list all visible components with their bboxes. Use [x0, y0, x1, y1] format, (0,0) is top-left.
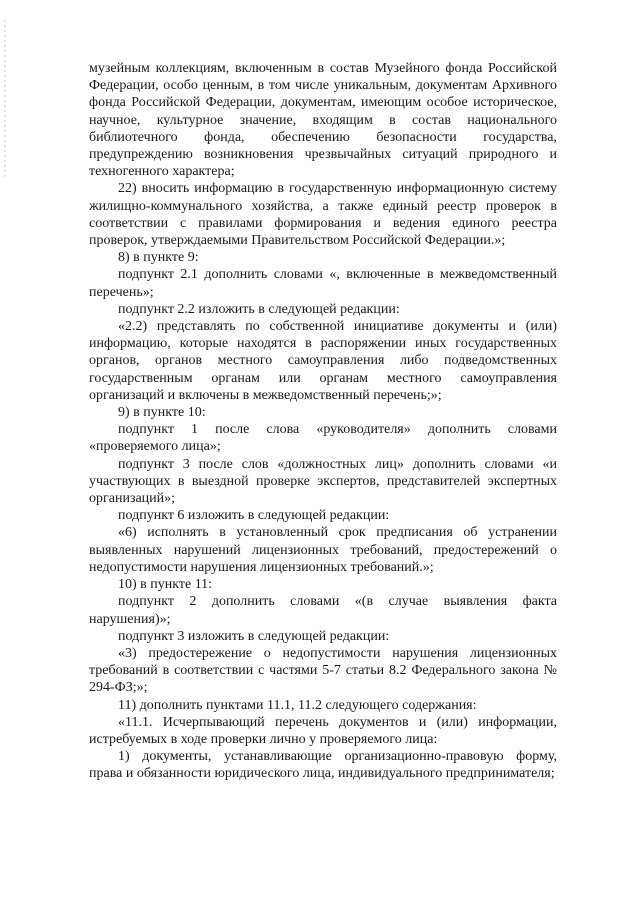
paragraph: подпункт 1 после слова «руководителя» дополнить словами «проверяемого лица»;: [89, 422, 557, 455]
paragraph: 22) вносить информацию в государственную информационную систему жилищно-коммунального хозяйства, а также единый реестр проверок в соответствии с правилами формирования и ведения единого реестра проверок, утверждаемыми Правительством Российской Федерации.»;: [89, 181, 557, 249]
document-page: [89, 60, 557, 783]
paragraph: музейным коллекциям, включенным в состав Музейного фонда Российской Федерации, особо ценным, в том числе уникальным, документам Архивного фонда Российской Федерации, документам, имеющим особое историческое, научное, культурное значение, входящим в состав национального библиотечного фонда, обеспечению безопасности государства, предупреждению возникновения чрезвычайных ситуаций природного и техногенного характера;: [89, 61, 557, 180]
paragraph: 10) в пункте 11:: [118, 577, 213, 593]
paragraph: 11) дополнить пунктами 11.1, 11.2 следующего содержания:: [118, 697, 477, 713]
paragraph: «2.2) представлять по собственной инициативе документы и (или) информацию, которые находятся в распоряжении иных государственных органов, органов местного самоуправления либо подведомственных государственным органам или органам местного самоуправления организаций и включены в межведомственный перечень;»;: [89, 319, 557, 403]
paragraph: 1) документы, устанавливающие организационно-правовую форму, права и обязанности юридического лица, индивидуального предпринимателя;: [89, 749, 557, 782]
paragraph: подпункт 2 дополнить словами «(в случае выявления факта нарушения)»;: [89, 594, 557, 627]
paragraph: 9) в пункте 10:: [118, 405, 206, 421]
paragraph: подпункт 2.2 изложить в следующей редакции:: [118, 301, 400, 317]
paragraph: подпункт 6 изложить в следующей редакции:: [118, 508, 390, 524]
paragraph: 8) в пункте 9:: [118, 250, 199, 266]
paragraph: «11.1. Исчерпывающий перечень документов и (или) информации, истребуемых в ходе проверки лично у проверяемого лица:: [89, 714, 557, 747]
paragraph: подпункт 3 после слов «должностных лиц» дополнить словами «и участвующих в выездной проверке экспертов, представителей экспертных организаций»;: [89, 456, 557, 507]
paragraph: «6) исполнять в установленный срок предписания об устранении выявленных нарушений лицензионных требований, предостережений о недопустимости нарушения лицензионных требований.»;: [89, 525, 557, 575]
paragraph: подпункт 3 изложить в следующей редакции:: [118, 628, 390, 644]
paragraph: «3) предостережение о недопустимости нарушения лицензионных требований в соответствии с частями 5-7 статьи 8.2 Федерального закона № 294-ФЗ;»;: [89, 645, 557, 696]
scan-edge-artifact: [4, 20, 6, 180]
paragraph: подпункт 2.1 дополнить словами «, включенные в межведомственный перечень»;: [89, 267, 557, 300]
